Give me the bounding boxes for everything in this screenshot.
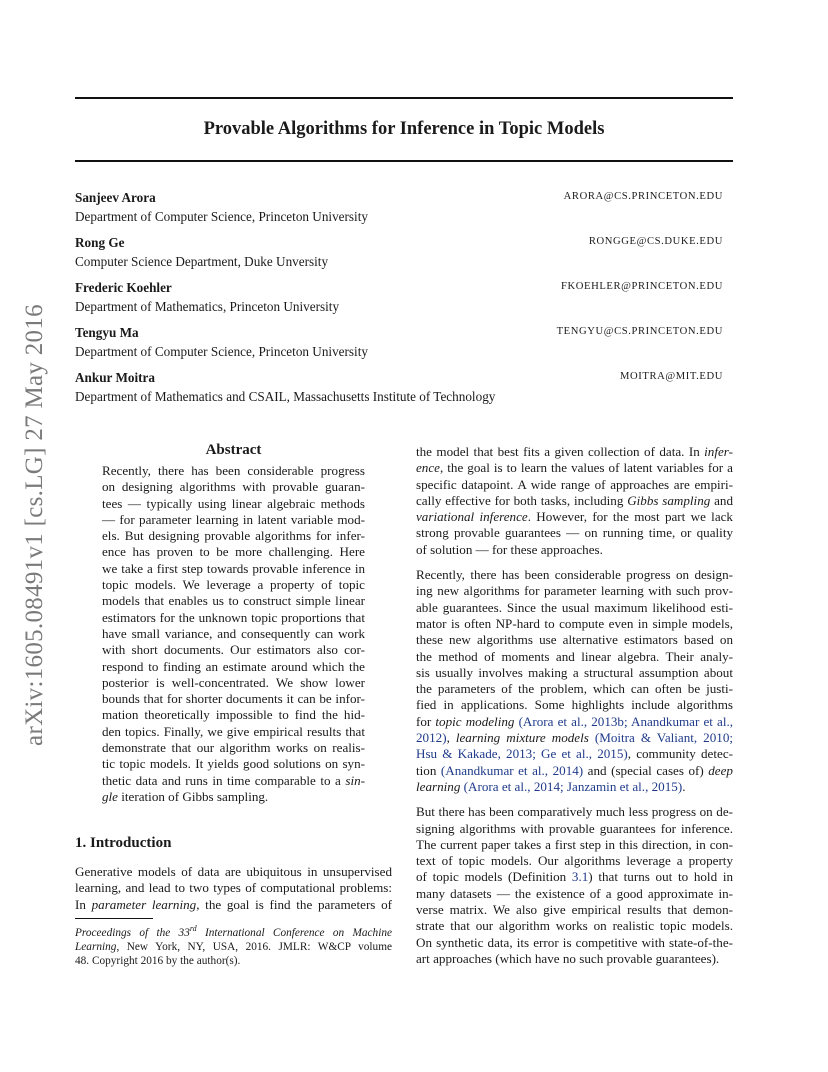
- text-line: of solution — for these approaches.: [416, 541, 603, 557]
- paragraph: [416, 567, 733, 795]
- text-line: ing new algorithms for parameter learning with such prov-: [416, 583, 733, 599]
- citation-link[interactable]: 2012): [416, 730, 447, 746]
- text-line: [416, 746, 733, 762]
- text-span: , the goal is find the parameters of: [196, 896, 392, 912]
- author-affiliation: Department of Computer Science, Princeton University: [75, 344, 368, 359]
- abstract-line: topic models. We leverage a property of topic: [102, 577, 365, 593]
- text-span: , community detec-: [627, 746, 733, 762]
- footnote-line: 48. Copyright 2016 by the author(s).: [75, 955, 241, 968]
- footnote: [75, 922, 392, 969]
- abstract-line: estimators for the unknown topic proportions that: [102, 609, 365, 625]
- abstract-line: bounds that for shorter documents it can be infor-: [102, 691, 365, 707]
- abstract-line: [102, 773, 365, 789]
- paragraph: [416, 444, 733, 558]
- text-italic: infer-: [704, 444, 733, 459]
- text-italic: ence: [416, 460, 440, 476]
- paper-title: Provable Algorithms for Inference in Topic Models: [203, 119, 605, 139]
- author-name: Frederic Koehler: [75, 280, 172, 295]
- text-line: the method of moments and linear algebra. Their analy-: [416, 648, 733, 664]
- text-span: and: [714, 492, 733, 508]
- text-line: signing algorithms with provable guarantees for inference.: [416, 820, 733, 836]
- abstract-line: respond to finding an estimate around which the: [102, 658, 365, 674]
- abstract-italic: sin-: [345, 772, 365, 788]
- text-line: strong provable guarantees — on running time, or quality: [416, 525, 733, 541]
- author-name: Rong Ge: [75, 235, 125, 250]
- author-affiliation: Department of Computer Science, Princeton University: [75, 209, 368, 224]
- author-affiliation: Computer Science Department, Duke Unversity: [75, 254, 329, 269]
- text-italic: learning: [416, 778, 461, 794]
- text-span: for: [416, 713, 432, 729]
- text-line: able guarantees. Since the usual maximum likelihood esti-: [416, 599, 733, 615]
- footnote-rule: [75, 918, 153, 919]
- author-block-4: [75, 325, 723, 365]
- author-name: Sanjeev Arora: [75, 190, 156, 205]
- citation-link[interactable]: (Moitra & Valiant, 2010;: [594, 730, 734, 746]
- text-span: , the goal is to learn the values of latent variables for a: [439, 460, 733, 476]
- abstract-line: tic topic models. It yields good solutions on syn-: [102, 756, 365, 772]
- footnote-sup: rd: [189, 924, 197, 933]
- text-line: Recently, there has been considerable progress on design-: [416, 567, 733, 583]
- text-line: [416, 730, 733, 746]
- text-span: cally effective for both tasks, including: [416, 492, 624, 508]
- footnote-italic: Learning: [75, 941, 117, 954]
- text-line: But there has been comparatively much less progress on de-: [416, 804, 733, 820]
- abstract-line: tees — typically using linear algebraic methods: [102, 495, 365, 511]
- text-line: sis usually involves making a structural assumption about: [416, 664, 733, 680]
- author-email[interactable]: ARORA@CS.PRINCETON.EDU: [563, 191, 723, 202]
- text-italic: parameter learning: [91, 896, 197, 912]
- citation-link[interactable]: (Arora et al., 2013b; Anandkumar et al.,: [518, 713, 734, 729]
- text-span: In: [75, 896, 86, 912]
- text-line: Generative models of data are ubiquitous in unsupervised: [75, 864, 392, 879]
- text-line: specific datapoint. A wide range of approaches are empiri-: [416, 476, 733, 492]
- text-italic: topic modeling: [435, 713, 515, 729]
- citation-link[interactable]: Hsu & Kakade, 2013; Ge et al., 2015): [416, 746, 628, 762]
- text-line: [416, 779, 733, 795]
- definition-link[interactable]: 3.1: [571, 869, 589, 885]
- author-email[interactable]: MOITRA@MIT.EDU: [620, 371, 723, 382]
- title-bottom-rule: [75, 160, 733, 162]
- author-block-2: [75, 235, 723, 275]
- author-email[interactable]: TENGYU@CS.PRINCETON.EDU: [556, 326, 723, 337]
- citation-link[interactable]: (Anandkumar et al., 2014): [440, 762, 584, 778]
- citation-link[interactable]: (Arora et al., 2014; Janzamin et al., 2015): [463, 778, 683, 794]
- text-span: . However, for the most part we lack: [527, 509, 733, 525]
- abstract-line: Recently, there has been considerable progress: [102, 463, 365, 478]
- text-line: learning, and lead to two types of computational problems:: [75, 880, 392, 896]
- abstract-text: thetic data and runs in time comparable to a: [102, 772, 341, 788]
- footnote-line: [75, 940, 392, 954]
- abstract-line: on designing algorithms with provable guaran-: [102, 479, 365, 495]
- text-line: [416, 714, 733, 730]
- text-line: the parameters of the problem, which can often be justi-: [416, 681, 733, 697]
- title-top-rule: [75, 97, 733, 99]
- text-line: verse matrix. We also give empirical results that demon-: [416, 902, 733, 918]
- abstract-line: mation theoretically impossible to find the hid-: [102, 707, 365, 723]
- text-line: these new algorithms use alternative estimators based on: [416, 632, 733, 648]
- text-line: text of topic models. Our algorithms leverage a property: [416, 853, 733, 869]
- author-affiliation: Department of Mathematics and CSAIL, Massachusetts Institute of Technology: [75, 389, 496, 404]
- text-line: strate that our algorithm works on realistic topic models.: [416, 918, 733, 934]
- text-line: [416, 493, 733, 509]
- abstract-line: we take a first step towards provable inference in: [102, 560, 365, 576]
- author-email[interactable]: RONGGE@CS.DUKE.EDU: [588, 236, 723, 247]
- paragraph: [416, 804, 733, 967]
- author-block-3: [75, 280, 723, 320]
- footnote-italic: International Conference on Machine: [196, 926, 392, 939]
- author-block-5: [75, 370, 723, 410]
- text-line: [416, 509, 733, 525]
- abstract-line: — for parameter learning in latent variable mod-: [102, 511, 365, 527]
- author-email[interactable]: FKOEHLER@PRINCETON.EDU: [561, 281, 723, 292]
- text-span: ,: [446, 730, 450, 746]
- abstract-line: demonstrate that our algorithm works on realis-: [102, 740, 365, 756]
- text-italic: deep: [708, 762, 733, 778]
- abstract-line: [102, 789, 365, 805]
- text-span: of topic models (Definition: [416, 869, 567, 885]
- text-span: the model that best fits a given collection of data. In: [416, 444, 700, 459]
- abstract-heading: Abstract: [205, 442, 262, 458]
- text-line: [416, 869, 733, 885]
- author-name: Ankur Moitra: [75, 370, 155, 385]
- text-line: mator is often NP-hard to compute even in simple models,: [416, 615, 733, 631]
- text-line: [75, 897, 392, 913]
- abstract-line: models that enables us to construct simple linear: [102, 593, 365, 609]
- text-line: many datasets — the existence of a good approximate in-: [416, 885, 733, 901]
- abstract-line: with short documents. Our estimators also cor-: [102, 642, 365, 658]
- footnote-italic: Proceedings of the 33: [75, 926, 190, 939]
- text-italic: Gibbs sampling: [627, 492, 711, 508]
- text-span: .: [682, 778, 686, 794]
- text-span: ) that turns out to hold in: [588, 869, 733, 885]
- intro-left-column: [75, 864, 392, 913]
- text-italic: variational inference: [416, 509, 528, 525]
- text-line: art approaches (which have no such provable guarantees).: [416, 950, 720, 966]
- author-block-1: [75, 190, 723, 230]
- author-name: Tengyu Ma: [75, 325, 139, 340]
- author-affiliation: Department of Mathematics, Princeton University: [75, 299, 340, 314]
- footnote-text: , New York, NY, USA, 2016. JMLR: W&CP volume: [116, 941, 392, 954]
- text-line: [416, 460, 733, 476]
- abstract-line: posterior is well-concentrated. We show lower: [102, 674, 365, 690]
- text-line: On synthetic data, its error is competitive with state-of-the-: [416, 934, 733, 950]
- text-line: [416, 444, 733, 460]
- abstract-italic: gle: [102, 788, 118, 804]
- text-span: and (special cases of): [587, 762, 704, 778]
- arxiv-side-label: arXiv:1605.08491v1 [cs.LG] 27 May 2016: [21, 304, 48, 746]
- text-line: The current paper takes a first step in this direction, in con-: [416, 836, 733, 852]
- abstract-text: iteration of Gibbs sampling.: [121, 788, 269, 804]
- abstract-line: els. But designing provable algorithms for infer-: [102, 528, 365, 544]
- abstract-line: have small variance, and consequently can work: [102, 625, 365, 641]
- text-line: fied in applications. Some highlights include algorithms: [416, 697, 733, 713]
- section-heading-introduction: 1. Introduction: [75, 835, 172, 851]
- text-line: [416, 763, 733, 779]
- abstract-line: den topics. Finally, we give empirical results that: [102, 723, 365, 739]
- abstract-body: [102, 463, 365, 805]
- text-span: tion: [416, 762, 437, 778]
- right-column: [416, 444, 733, 976]
- text-italic: learning mixture models: [455, 730, 589, 746]
- footnote-line: [75, 922, 392, 940]
- abstract-line: ence has proven to be more challenging. Here: [102, 544, 365, 560]
